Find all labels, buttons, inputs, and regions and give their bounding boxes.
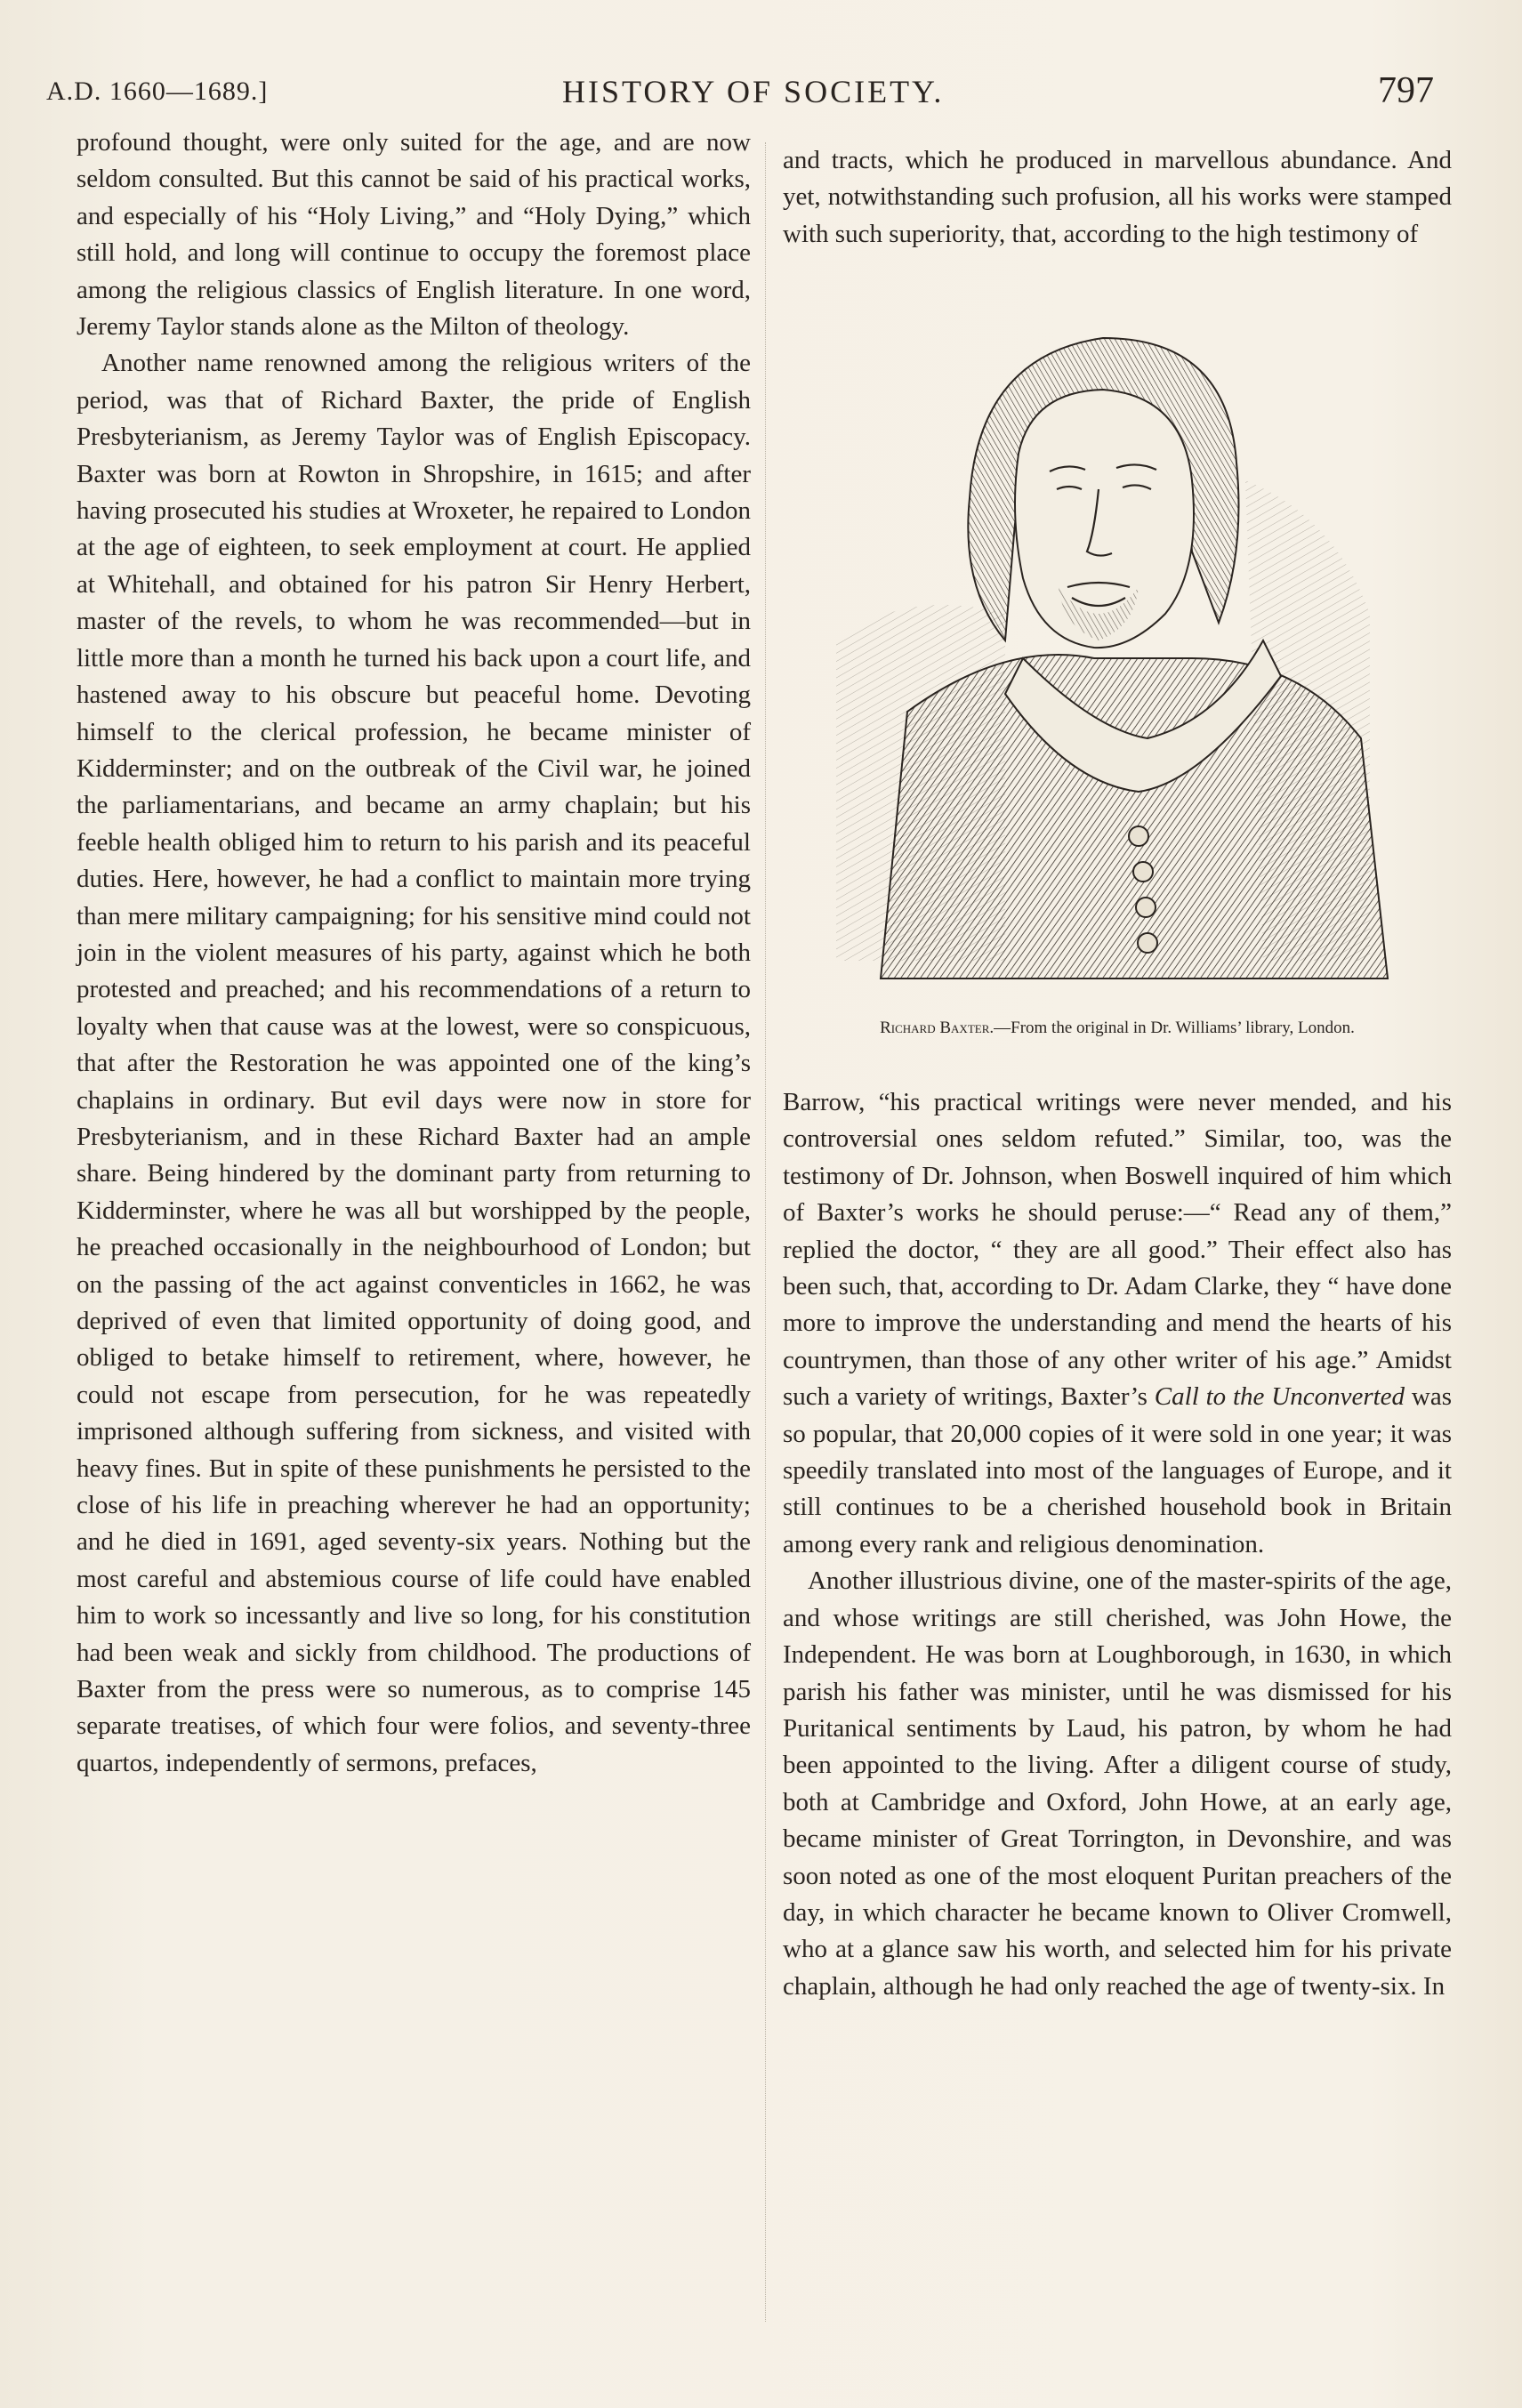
- richard-baxter-portrait: [801, 320, 1459, 996]
- right-column-bottom: [783, 1084, 1452, 2005]
- left-column: [77, 125, 751, 1782]
- paragraph-richard-baxter: Another name renowned among the religious writers of the period, was that of Richard Baxter, the pride of English Presbyterianism, as Jeremy Taylor was of English Episcopacy. Baxter was born at Rowton in Shropshire, in 1615; and after having prosecuted his studies at Wroxeter, he repaired to London at the age of eighteen, to seek employment at court. He applied at Whitehall, and obtained for his patron Sir Henry Herbert, master of the revels, to whom he was recommended—but in little more than a month he turned his back upon a court life, and hastened away to his obscure but peaceful home. Devoting himself to the clerical profession, he became minister of Kidderminster; and on the outbreak of the Civil war, he joined the parliamentarians, and became an army chaplain; but his feeble health obliged him to return to his parish and its peaceful duties. Here, however, he had a conflict to maintain more trying than mere military campaigning; for his sensitive mind could not join in the violent measures of his party, against which he both protested and preached; and his recommendations of a return to loyalty when that cause was at the lowest, were so conspicuous, that after the Restoration he was appointed one of the king’s chaplains in ordinary. But evil days were now in store for Presbyterianism, and in these Richard Baxter had an ample share. Being hindered by the dominant party from returning to Kidderminster, where he was all but worshipped by the people, he preached occasionally in the neighbourhood of London; but on the passing of the act against conventicles in 1662, he was deprived of even that limited opportunity of doing good, and obliged to betake himself to retirement, where, however, he could not escape from persecution, for he was repeatedly imprisoned although suffering from sickness, and visited with heavy fines. But in spite of these punishments he persisted to the close of his life in preaching wherever he had an opportunity; and he died in 1691, aged seventy-six years. Nothing but the most careful and abstemious course of life could have enabled him to work so incessantly and live so long, for his constitution had been weak and sickly from childhood. The productions of Baxter from the press were so numerous, as to comprise 145 separate treatises, of which four were folios, and seventy-three quartos, independently of sermons, prefaces,: [77, 349, 751, 1777]
- figure-caption: [783, 1016, 1452, 1040]
- caption-source: —From the original in Dr. Williams’ library, London.: [994, 1019, 1355, 1037]
- testimony-text: Barrow, “his practical writings were never mended, and his controversial ones seldom refuted.” Similar, too, was the testimony of Dr. Johnson, when Boswell inquired of him which of Baxter’s works he should peruse:—“ Read any of them,” replied the doctor, “ they are all good.” Their effect also has been such, that, according to Dr. Adam Clarke, they “ have done more to improve the understanding and mend the hearts of his countrymen, than those of any other writer of his age.” Amidst such a variety of writings, Baxter’s: [783, 1088, 1452, 1412]
- right-column-top: [783, 142, 1452, 253]
- column-divider: [765, 142, 766, 2322]
- running-head: [46, 69, 1434, 114]
- paragraph-jeremy-taylor-end: profound thought, were only suited for the age, and are now seldom consulted. But this cannot be said of his practical works, and especially of his “Holy Living,” and “Holy Dying,” which still hold, and long will continue to occupy the foremost place among the religious classics of English literature. In one word, Jeremy Taylor stands alone as the Milton of theology.: [77, 128, 751, 342]
- book-title-call-to-the-unconverted: Call to the Unconverted: [1154, 1382, 1405, 1412]
- paragraph-baxter-testimony: [783, 1084, 1452, 1563]
- page-number: 797: [1378, 70, 1434, 111]
- paragraph-john-howe: Another illustrious divine, one of the master-spirits of the age, and whose writings are still cherished, was John Howe, the Independent. He was born at Loughborough, in 1630, in which parish his father was minister, until he was dismissed for his Puritanical sentiments by Laud, his patron, by whom he had been appointed to the living. After a diligent course of study, both at Cambridge and Oxford, John Howe, at an early age, became minister of Great Torrington, in Devonshire, and was soon noted as one of the most eloquent Puritan preachers of the day, in which character he became known to Oliver Cromwell, who at a glance saw his worth, and selected him for his private chaplain, although he had only reached the age of twenty-six. In: [783, 1566, 1452, 2001]
- caption-name: Richard Baxter.: [880, 1019, 995, 1037]
- testimony-text-continued: was so popular, that 20,000 copies of it were sold in one year; it was speedily translated into most of the languages of Europe, and it still continues to be a cherished household book in Britain among every rank and religious denomination.: [783, 1382, 1452, 1558]
- header-period: A.D. 1660—1689.]: [46, 77, 269, 106]
- face: [1015, 390, 1194, 648]
- header-title: HISTORY OF SOCIETY.: [562, 74, 945, 109]
- coat: [881, 655, 1388, 979]
- paragraph-baxter-continued: and tracts, which he produced in marvellous abundance. And yet, notwithstanding such profusion, all his works were stamped with such superiority, that, according to the high testimony of: [783, 146, 1452, 248]
